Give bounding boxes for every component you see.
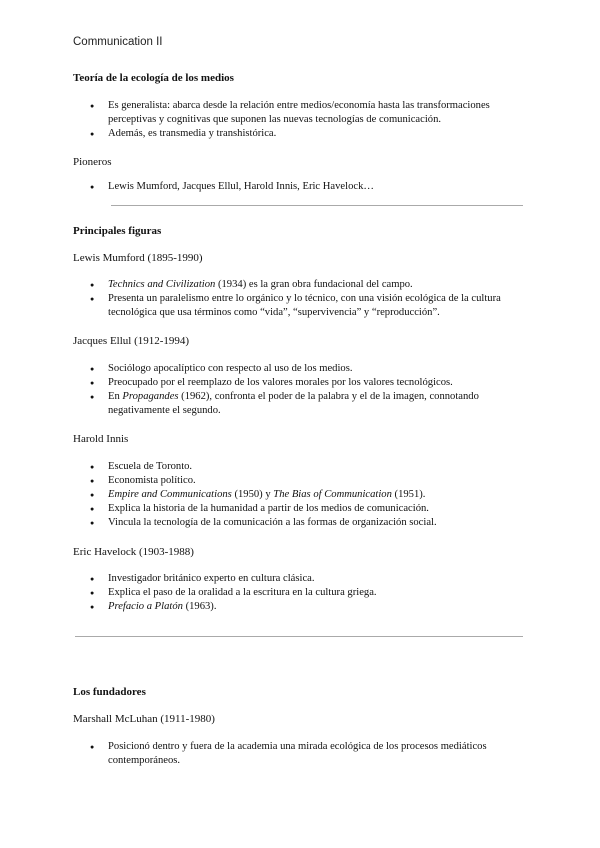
figure-name-innis: Harold Innis [73, 433, 129, 445]
section-divider [111, 205, 523, 206]
book-title: The Bias of Communication [273, 489, 392, 500]
pioneros-list [73, 180, 533, 194]
list-item: ● Empire and Communications (1950) y The Bias of Communication (1951). [73, 488, 533, 502]
figure-name-mcluhan: Marshall McLuhan (1911-1980) [73, 713, 215, 725]
section-title-figuras: Principales figuras [73, 225, 162, 237]
list-item: ● Presenta un paralelismo entre lo orgánico y lo técnico, con una visión ecológica de la cultura tecnológica que usa términos como “vida”, “supervivencia” y “reproducción”. [73, 292, 533, 320]
book-title: Empire and Communications [108, 489, 232, 500]
list-item: ● Vincula la tecnología de la comunicación a las formas de organización social. [73, 516, 533, 530]
ellul-bullet-list [73, 362, 533, 418]
figure-name-havelock: Eric Havelock (1903-1988) [73, 546, 194, 558]
mumford-bullet-list [73, 278, 533, 320]
list-item: ● Preocupado por el reemplazo de los valores morales por los valores tecnológicos. [73, 376, 533, 390]
section-title-fundadores: Los fundadores [73, 686, 146, 698]
book-title: Technics and Civilization [108, 279, 216, 290]
list-item: ● En Propagandes (1962), confronta el poder de la palabra y el de la imagen, connotando negativamente el segundo. [73, 390, 533, 418]
havelock-bullet-list [73, 572, 533, 614]
list-item: ● Technics and Civilization (1934) es la gran obra fundacional del campo. [73, 278, 533, 292]
figure-name-mumford: Lewis Mumford (1895-1990) [73, 252, 203, 264]
list-item: ● Además, es transmedia y transhistórica. [73, 127, 533, 141]
section-title-ecologia: Teoría de la ecología de los medios [73, 72, 234, 84]
pioneros-label: Pioneros [73, 156, 112, 168]
book-title: Prefacio a Platón [108, 601, 183, 612]
mcluhan-bullet-list [73, 740, 533, 768]
book-title: Propagandes [122, 391, 179, 402]
list-item: ● Es generalista: abarca desde la relación entre medios/economía hasta las transformaciones perceptivas y cognitivas que suponen las nuevas tecnologías de comunicación. [73, 99, 533, 127]
list-item: ● Escuela de Toronto. [73, 460, 533, 474]
list-item: ● Explica la historia de la humanidad a partir de los medios de comunicación. [73, 502, 533, 516]
section-divider [75, 636, 523, 637]
list-item: ● Explica el paso de la oralidad a la escritura en la cultura griega. [73, 586, 533, 600]
figure-name-ellul: Jacques Ellul (1912-1994) [73, 335, 190, 347]
innis-bullet-list [73, 460, 533, 530]
list-item: ● Prefacio a Platón (1963). [73, 600, 533, 614]
list-item: ● Posicionó dentro y fuera de la academia una mirada ecológica de los procesos mediáticos contemporáneos. [73, 740, 533, 768]
list-item: ● Economista político. [73, 474, 533, 488]
list-item: ● Sociólogo apocalíptico con respecto al uso de los medios. [73, 362, 533, 376]
list-item: ● Investigador británico experto en cultura clásica. [73, 572, 533, 586]
ecologia-bullet-list [73, 99, 533, 141]
list-item: ● Lewis Mumford, Jacques Ellul, Harold Innis, Eric Havelock… [73, 180, 533, 194]
page-header: Communication II [73, 36, 163, 48]
